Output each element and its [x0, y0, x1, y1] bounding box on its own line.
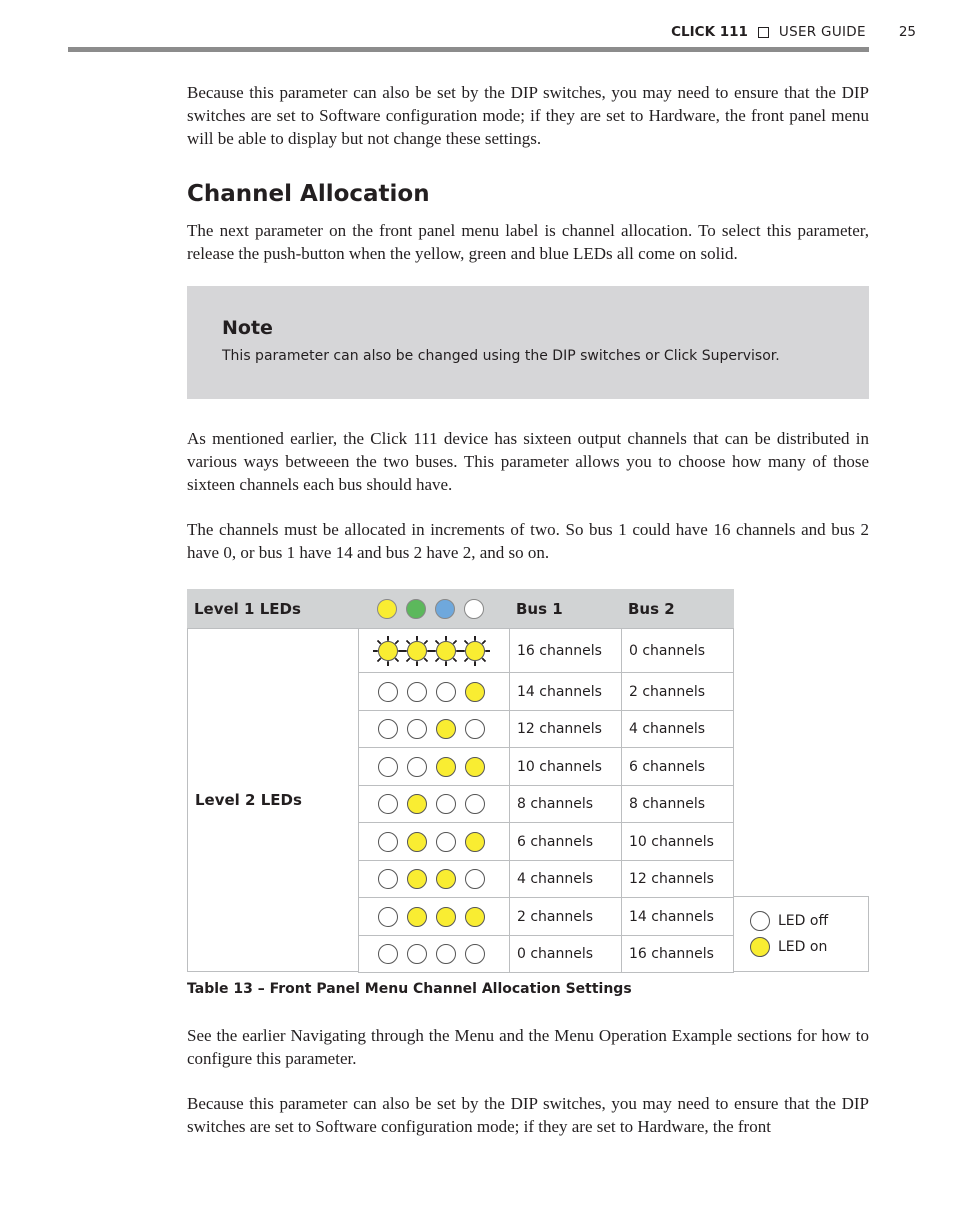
led-off-icon	[465, 719, 485, 739]
paragraph-intro: The next parameter on the front panel menu label is channel allocation. To select this parameter, release the push-button when the yellow, green and blue LEDs all come on solid.	[187, 221, 869, 263]
led-off-icon	[378, 944, 398, 964]
led-legend	[733, 896, 869, 972]
bus1-value: 0 channels	[509, 935, 622, 973]
bus1-value: 6 channels	[509, 822, 622, 861]
paragraph-mentioned: As mentioned earlier, the Click 111 device has sixteen output channels that can be distributed in various ways betweeen the two buses. This parameter allows you to choose how many of those sixteen channels each bus should have.	[187, 429, 869, 494]
note-title: Note	[222, 317, 273, 339]
legend-on-label: LED on	[778, 939, 828, 955]
led-on-icon	[436, 907, 456, 927]
bus2-value: 0 channels	[621, 628, 734, 673]
legend-off-label: LED off	[778, 913, 829, 929]
led-pattern-cell	[358, 785, 510, 823]
led-on-icon	[407, 794, 427, 814]
led-off-icon	[750, 911, 770, 931]
bus1-value: 14 channels	[509, 672, 622, 711]
header-square-icon	[758, 27, 769, 38]
legend-on	[750, 937, 827, 957]
bus1-value: 8 channels	[509, 785, 622, 823]
bus1-value: 4 channels	[509, 860, 622, 898]
header-led-colors	[358, 589, 509, 628]
led-pattern-cell	[358, 628, 510, 673]
led-off-icon	[407, 757, 427, 777]
led-off-icon	[436, 682, 456, 702]
led-on-icon	[750, 937, 770, 957]
led-off-icon	[378, 794, 398, 814]
header-bus1: Bus 1	[509, 589, 621, 628]
led-off-icon	[465, 944, 485, 964]
led-off-icon	[407, 719, 427, 739]
led-pattern-cell	[358, 672, 510, 711]
led-off-icon	[378, 907, 398, 927]
table-caption: Table 13 – Front Panel Menu Channel Allocation Settings	[187, 981, 632, 997]
led-on-icon	[465, 832, 485, 852]
bus2-value: 6 channels	[621, 747, 734, 786]
blue-led-icon	[435, 599, 455, 619]
led-on-icon	[436, 719, 456, 739]
led-on-icon	[407, 907, 427, 927]
led-off-icon	[378, 719, 398, 739]
led-off-icon	[378, 757, 398, 777]
page-header	[671, 24, 916, 40]
channel-allocation-table	[187, 589, 869, 972]
led-off-icon	[407, 944, 427, 964]
level2-label: Level 2 LEDs	[187, 628, 359, 972]
led-off-icon	[436, 794, 456, 814]
paragraph-dip-bottom: Because this parameter can also be set by the DIP switches, you may need to ensure that the DIP switches are set to Software configuration mode; if they are set to Hardware, the front	[187, 1094, 869, 1136]
bus1-value: 16 channels	[509, 628, 622, 673]
paragraph-see: See the earlier Navigating through the Menu and the Menu Operation Example sections for how to configure this parameter.	[187, 1026, 869, 1068]
led-off-icon	[436, 832, 456, 852]
header-product: CLICK 111	[671, 24, 748, 40]
bus2-value: 16 channels	[621, 935, 734, 973]
page-number: 25	[898, 24, 916, 40]
led-pattern-cell	[358, 935, 510, 973]
green-led-icon	[406, 599, 426, 619]
header-level1: Level 1 LEDs	[187, 589, 358, 628]
led-pattern-cell	[358, 710, 510, 748]
note-box	[187, 286, 869, 399]
legend-off	[750, 911, 828, 931]
bus2-value: 2 channels	[621, 672, 734, 711]
bus1-value: 12 channels	[509, 710, 622, 748]
led-off-icon	[378, 682, 398, 702]
white-led-icon	[464, 599, 484, 619]
header-guide: USER GUIDE	[778, 24, 866, 40]
led-on-icon	[465, 682, 485, 702]
yellow-led-icon	[377, 599, 397, 619]
bus1-value: 2 channels	[509, 897, 622, 936]
led-on-icon	[407, 869, 427, 889]
led-on-icon	[465, 907, 485, 927]
led-pattern-cell	[358, 860, 510, 898]
led-blinking-icon	[465, 641, 485, 661]
bus2-value: 4 channels	[621, 710, 734, 748]
led-on-icon	[465, 757, 485, 777]
led-pattern-cell	[358, 897, 510, 936]
led-on-icon	[436, 869, 456, 889]
led-pattern-cell	[358, 747, 510, 786]
header-rule	[68, 47, 869, 52]
led-off-icon	[407, 682, 427, 702]
note-text: This parameter can also be changed using the DIP switches or Click Supervisor.	[222, 348, 780, 364]
led-on-icon	[436, 757, 456, 777]
paragraph-dip-top: Because this parameter can also be set by the DIP switches, you may need to ensure that the DIP switches are set to Software configuration mode; if they are set to Hardware, the front panel menu will be able to display but not change these settings.	[187, 83, 869, 148]
led-off-icon	[378, 832, 398, 852]
header-bus2: Bus 2	[621, 589, 734, 628]
bus1-value: 10 channels	[509, 747, 622, 786]
led-off-icon	[465, 869, 485, 889]
bus2-value: 8 channels	[621, 785, 734, 823]
bus2-value: 12 channels	[621, 860, 734, 898]
led-off-icon	[378, 869, 398, 889]
led-on-icon	[407, 832, 427, 852]
led-pattern-cell	[358, 822, 510, 861]
bus2-value: 10 channels	[621, 822, 734, 861]
paragraph-increments: The channels must be allocated in increments of two. So bus 1 could have 16 channels and bus 2 have 0, or bus 1 have 14 and bus 2 have 2, and so on.	[187, 520, 869, 562]
led-off-icon	[465, 794, 485, 814]
bus2-value: 14 channels	[621, 897, 734, 936]
led-off-icon	[436, 944, 456, 964]
section-title: Channel Allocation	[187, 181, 430, 207]
